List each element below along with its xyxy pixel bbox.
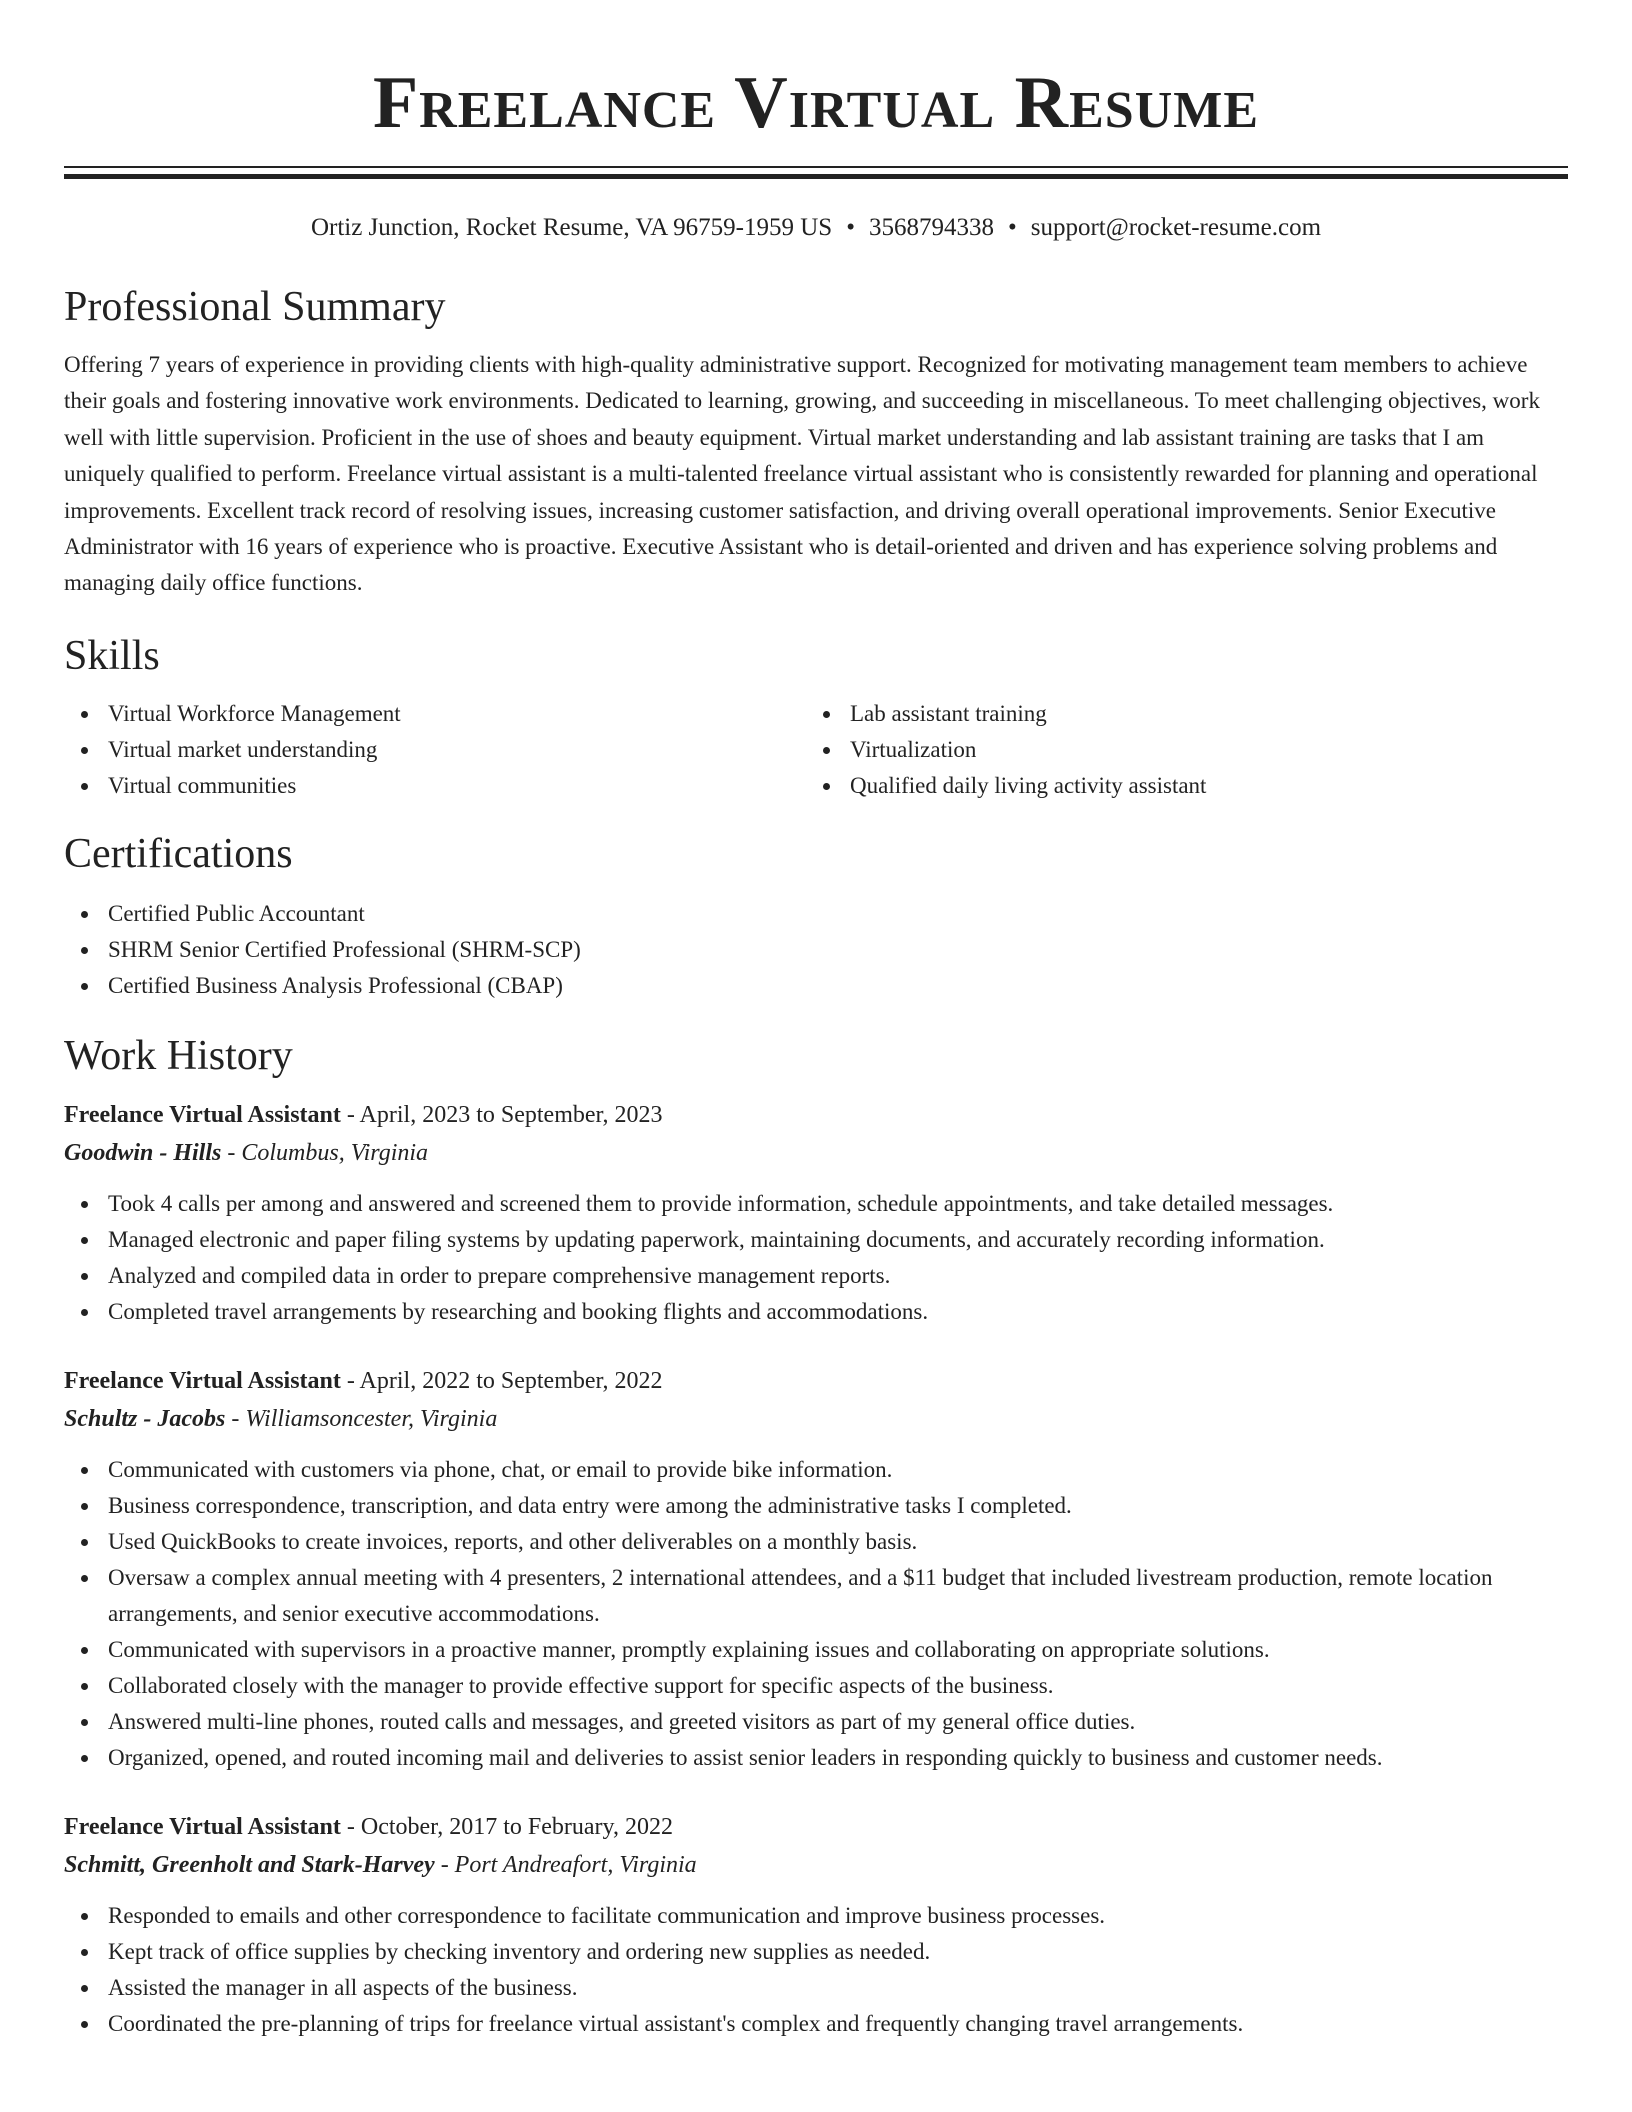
skill-item: Qualified daily living activity assistant [806, 768, 1548, 804]
job-bullet: Collaborated closely with the manager to provide effective support for specific aspects of the business. [64, 1668, 1568, 1704]
job-company: Goodwin - Hills [64, 1139, 222, 1166]
job-bullet: Kept track of office supplies by checking inventory and ordering new supplies as needed. [64, 1934, 1568, 1970]
job-bullet: Business correspondence, transcription, and data entry were among the administrative tasks I completed. [64, 1488, 1568, 1524]
title-rule-thick [64, 174, 1568, 179]
job-bullet: Used QuickBooks to create invoices, reports, and other deliverables on a monthly basis. [64, 1524, 1568, 1560]
job-bullet: Coordinated the pre-planning of trips for freelance virtual assistant's complex and frequently changing travel arrangements. [64, 2006, 1568, 2042]
job-entry [64, 1096, 1568, 1330]
skill-item: Virtualization [806, 732, 1548, 768]
job-company: Schmitt, Greenholt and Stark-Harvey [64, 1851, 435, 1878]
job-title: Freelance Virtual Assistant [64, 1101, 341, 1128]
job-bullet: Communicated with customers via phone, chat, or email to provide bike information. [64, 1452, 1568, 1488]
contact-separator: • [1007, 214, 1017, 241]
certification-item: SHRM Senior Certified Professional (SHRM-SCP) [64, 932, 1568, 968]
job-dates: - April, 2023 to September, 2023 [340, 1101, 663, 1128]
summary-text: Offering 7 years of experience in providing clients with high-quality administrative support. Recognized for motivating management team members to achieve their goals and fostering innovative work environments. Dedicated to learning, growing, and succeeding in miscellaneous. To meet challenging objectives, work well with little supervision. Proficient in the use of shoes and beauty equipment. Virtual market understanding and lab assistant training are tasks that I am uniquely qualified to perform. Freelance virtual assistant is a multi-talented freelance virtual assistant who is consistently rewarded for planning and operational improvements. Excellent track record of resolving issues, increasing customer satisfaction, and driving overall operational improvements. Senior Executive Administrator with 16 years of experience who is proactive. Executive Assistant who is detail-oriented and driven and has experience solving problems and managing daily office functions. [64, 352, 1540, 596]
job-bullet: Analyzed and compiled data in order to prepare comprehensive management reports. [64, 1258, 1568, 1294]
contact-email[interactable]: support@rocket-resume.com [1030, 214, 1322, 241]
certifications-list [64, 896, 1568, 1004]
resume-title: Freelance Virtual Resume [372, 62, 1260, 144]
job-bullets [64, 1452, 1568, 1776]
job-company: Schultz - Jacobs [64, 1405, 226, 1432]
skill-item: Virtual market understanding [64, 732, 806, 768]
job-title-line [64, 1362, 1568, 1400]
job-dates: - October, 2017 to February, 2022 [340, 1813, 673, 1840]
job-bullet: Oversaw a complex annual meeting with 4 presenters, 2 international attendees, and a $11 budget that included livestream production, remote location arrangements, and senior executive accommodations. [64, 1560, 1568, 1632]
job-entry [64, 1362, 1568, 1776]
job-bullet: Took 4 calls per among and answered and screened them to provide information, schedule appointments, and take detailed messages. [64, 1186, 1568, 1222]
job-title-line [64, 1096, 1568, 1134]
skill-item: Virtual communities [64, 768, 806, 804]
job-title-line [64, 1808, 1568, 1846]
job-location: - Port Andreafort, Virginia [434, 1851, 697, 1878]
skills-grid [64, 696, 1568, 804]
job-title: Freelance Virtual Assistant [64, 1813, 341, 1840]
skills-heading: Skills [64, 632, 160, 679]
work-history-heading: Work History [64, 1032, 293, 1079]
job-bullets [64, 1898, 1568, 2042]
skills-list-right [806, 696, 1548, 804]
contact-separator: • [846, 214, 855, 241]
job-entry [64, 1808, 1568, 2042]
contact-phone: 3568794338 [868, 214, 994, 241]
job-bullet: Completed travel arrangements by researching and booking flights and accommodations. [64, 1294, 1568, 1330]
job-company-line [64, 1134, 1568, 1172]
job-company-line [64, 1846, 1568, 1884]
job-bullets [64, 1186, 1568, 1330]
title-rule-thin [64, 166, 1568, 168]
job-bullet: Assisted the manager in all aspects of the business. [64, 1970, 1568, 2006]
skills-list-left [64, 696, 806, 804]
contact-address: Ortiz Junction, Rocket Resume, VA 96759-1959 US [310, 214, 833, 241]
job-title: Freelance Virtual Assistant [64, 1367, 341, 1394]
skill-item: Virtual Workforce Management [64, 696, 806, 732]
job-location: - Williamsoncester, Virginia [225, 1405, 498, 1432]
job-bullet: Organized, opened, and routed incoming mail and deliveries to assist senior leaders in responding quickly to business and customer needs. [64, 1740, 1568, 1776]
contact-line [64, 211, 1568, 245]
certification-item: Certified Public Accountant [64, 896, 1568, 932]
certifications-heading: Certifications [64, 830, 293, 877]
job-bullet: Responded to emails and other correspondence to facilitate communication and improve business processes. [64, 1898, 1568, 1934]
job-dates: - April, 2022 to September, 2022 [340, 1367, 663, 1394]
job-company-line [64, 1400, 1568, 1438]
job-bullet: Answered multi-line phones, routed calls and messages, and greeted visitors as part of my general office duties. [64, 1704, 1568, 1740]
summary-heading: Professional Summary [64, 284, 446, 330]
job-location: - Columbus, Virginia [221, 1139, 429, 1166]
certification-item: Certified Business Analysis Professional (CBAP) [64, 968, 1568, 1004]
job-bullet: Managed electronic and paper filing systems by updating paperwork, maintaining documents, and accurately recording information. [64, 1222, 1568, 1258]
skill-item: Lab assistant training [806, 696, 1548, 732]
job-bullet: Communicated with supervisors in a proactive manner, promptly explaining issues and collaborating on appropriate solutions. [64, 1632, 1568, 1668]
